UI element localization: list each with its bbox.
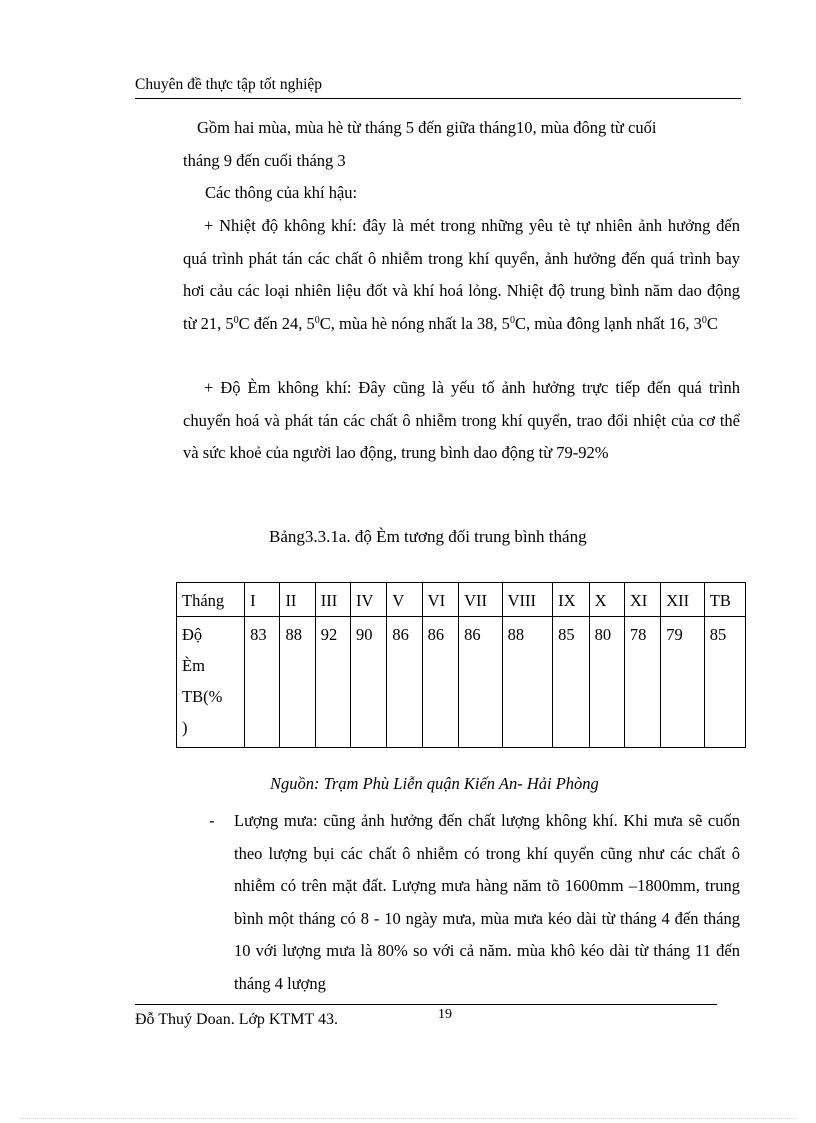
paragraph-temperature [183,210,740,340]
page-number: 19 [438,1007,452,1022]
value-cell: 86 [422,617,458,748]
row-label-line: ) [182,718,188,737]
value-cell: 80 [589,617,624,748]
humidity-table [176,582,746,748]
paragraph-humidity [183,372,740,470]
page-header-title: Chuyên đề thực tập tốt nghiệp [135,76,323,93]
paragraph-seasons-line-2: tháng 9 đến cuối tháng 3 [183,150,346,170]
paragraph-rainfall: Lượng mưa: cũng ảnh hưởng đến chất lượng không khí. Khi mưa sẽ cuốn theo lượng bụi các chất ô nhiễm có trong khí quyển cũng như các chất ô nhiễm có trên mặt đất. Lượng mưa hàng năm tõ 1600mm –1800mm, trung bình một tháng có 8 - 10 ngày mưa, mùa mưa kéo dài từ tháng 4 đến tháng 10 với lượng mưa là 80% so với cả năm. mùa khô kéo dài từ tháng 11 đến tháng 4 lượng [234,811,740,993]
header-cell-month: VIII [502,583,553,617]
degree-superscript: 0 [233,314,239,326]
header-cell-month: IX [553,583,589,617]
degree-superscript: 0 [701,314,707,326]
header-divider [135,98,741,99]
header-cell-month: V [387,583,422,617]
humidity-text: + Độ Èm không khí: Đây cũng là yếu tố ảnh hưởng trực tiếp đến quá trình chuyển hoá và phát tán các chất ô nhiễm trong khí quyển, trao đổi nhiệt của cơ thể và sức khoẻ của người lao động, trung bình dao động từ 79-92% [183,378,740,462]
row-label-line: TB(% [182,687,223,706]
row-label-line: Èm [182,656,205,675]
value-cell: 92 [315,617,350,748]
value-cell: 88 [502,617,553,748]
table-data-row [177,617,746,748]
temperature-text-4: C, mùa đông lạnh nhất 16, 3 [514,313,702,333]
header-cell-month: XII [661,583,704,617]
degree-superscript: 0 [509,314,515,326]
value-cell: 85 [553,617,589,748]
paragraph-seasons-line-1: Gồm hai mùa, mùa hè từ tháng 5 đến giữa tháng10, mùa đông từ cuối [197,118,657,137]
row-label-line: Độ [182,625,203,644]
row-label-cell [177,617,245,748]
temperature-text-2: C đến 24, 5 [238,313,315,333]
bullet-dash: - [209,811,215,830]
table-header-row [177,583,746,617]
header-cell-month: TB [704,583,745,617]
value-cell: 79 [661,617,704,748]
paragraph-climate-params: Các thông của khí hậu: [205,183,358,202]
header-cell-month: XI [624,583,660,617]
footer-divider [135,1004,717,1005]
value-cell: 86 [459,617,502,748]
table-caption: Bảng3.3.1a. độ Èm tương đối trung bình tháng [269,527,587,546]
value-cell: 78 [624,617,660,748]
value-cell: 83 [245,617,280,748]
degree-superscript: 0 [314,314,320,326]
temperature-text: + Nhiệt độ không khí: đây là mét trong những yêu tè tự nhiên ảnh hưởng đến quá trình phát tán các chất ô nhiễm trong khí quyển, ảnh hưởng đến quá trình bay hơi cảu các loại nhiên liệu đốt và khí hoá lỏng. Nhiệt độ trung bình năm dao động từ 21, 5 [183,216,740,333]
table-source-note: Nguồn: Trạm Phù Liễn quận Kiến An- Hải Phòng [270,774,599,793]
header-cell-month: VI [422,583,458,617]
header-cell-month: II [280,583,315,617]
temperature-text-end: C [706,313,718,333]
value-cell: 86 [387,617,422,748]
header-cell-month: I [245,583,280,617]
page-bottom-border [20,1118,796,1119]
value-cell: 90 [350,617,386,748]
header-cell-month: IV [350,583,386,617]
footer-author: Đỗ Thuý Doan. Lớp KTMT 43. [135,1011,338,1028]
value-cell: 88 [280,617,315,748]
header-cell-label: Tháng [177,583,245,617]
header-cell-month: VII [459,583,502,617]
value-cell: 85 [704,617,745,748]
paragraph-seasons [183,112,740,177]
header-cell-month: III [315,583,350,617]
temperature-text-3: C, mùa hè nóng nhất la 38, 5 [319,313,510,333]
header-cell-month: X [589,583,624,617]
